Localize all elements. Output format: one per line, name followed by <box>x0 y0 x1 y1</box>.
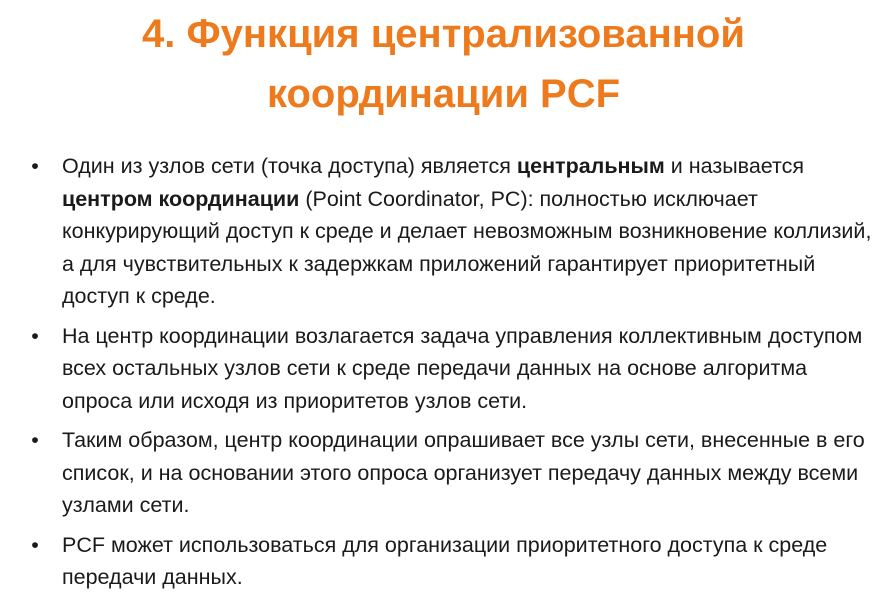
bullet-icon: • <box>31 323 39 348</box>
bullet-1-text-part-2: и называется <box>664 154 805 178</box>
bullet-icon: • <box>31 428 39 452</box>
bullet-icon: • <box>31 154 39 178</box>
slide-title <box>0 4 887 124</box>
bullet-item-3 <box>28 424 873 522</box>
bullet-1-text-part-1: Один из узлов сети (точка доступа) является <box>62 154 517 178</box>
bullet-item-2 <box>28 320 873 418</box>
bullet-4-text: PCF может использоваться для организации приоритетного доступа к среде передачи данных. <box>62 532 828 589</box>
slide-title-line-2: координации PCF <box>266 72 621 116</box>
bullet-2-text: На центр координации возлагается задача управления коллективным доступом всех остальных узлов сети к среде передачи данных на основе алгоритма опроса или исходя из приоритетов узлов сети. <box>62 323 863 413</box>
bullet-1-text-part-3: (Point Coordinator, PC): полностью исключает конкурирующий доступ к среде и делает невозможным возникновение коллизий, а для чувствительных к задержкам приложений гарантирует приоритетный доступ к среде. <box>62 186 872 308</box>
bullet-icon: • <box>31 532 39 557</box>
bullet-item-1 <box>28 150 873 313</box>
bullet-3-text: Таким образом, центр координации опрашивает все узлы сети, внесенные в его список, и на основании этого опроса организует передачу данных между всеми узлами сети. <box>62 428 865 517</box>
bullet-1-bold-coordination-center: центром координации <box>62 186 300 211</box>
slide-title-line-1: 4. Функция централизованной <box>142 12 745 56</box>
bullet-1-bold-central: центральным <box>516 154 665 178</box>
bullet-list <box>28 150 873 601</box>
bullet-item-4 <box>28 529 873 594</box>
